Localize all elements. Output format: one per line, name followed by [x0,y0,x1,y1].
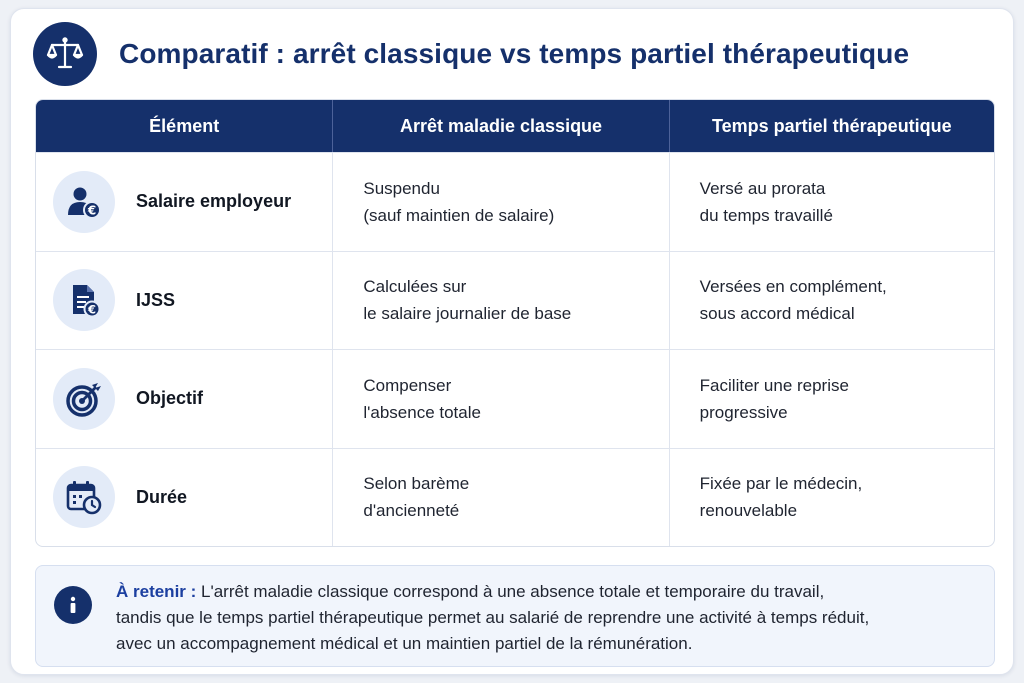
svg-text:€: € [87,302,97,317]
table-header [36,100,994,152]
note-line: avec un accompagnement médical et un maintien partiel de la rémunération. [116,634,693,653]
key-takeaway-text [116,579,986,657]
table-row [36,152,994,251]
classic-cell [333,252,669,350]
tpt-cell [670,350,994,448]
calendar-clock-icon [53,466,115,528]
key-takeaway-box [35,565,995,667]
tpt-cell [670,153,994,251]
cell-line: d'ancienneté [363,501,460,521]
tpt-cell [670,449,994,547]
tpt-cell [670,252,994,350]
target-arrow-icon [53,368,115,430]
cell-line: Selon barème [363,474,470,494]
cell-line: du temps travaillé [699,205,833,225]
cell-line: renouvelable [699,501,798,521]
info-icon [54,586,92,624]
cell-line: Versées en complément, [699,277,887,297]
column-header-element: Élément [36,100,333,152]
table-row [36,448,994,547]
page-title: Comparatif : arrêt classique vs temps partiel thérapeutique [119,38,910,69]
key-takeaway-lead: À retenir : [116,582,197,601]
cell-line: Faciliter une reprise [699,375,849,395]
element-label: Salaire employeur [136,191,292,212]
element-cell [36,350,333,448]
element-label: IJSS [136,289,176,310]
column-header-tpt: Temps partiel thérapeutique [711,115,952,136]
column-header-classic: Arrêt maladie classique [333,100,669,152]
comparison-card [10,8,1014,675]
person-euro-icon [53,171,115,233]
header [33,19,993,89]
cell-line: l'absence totale [363,402,481,422]
cell-line: Compenser [363,375,452,395]
element-cell [36,252,333,350]
element-cell [36,449,333,547]
svg-text:€: € [87,203,97,218]
table-row [36,251,994,350]
cell-line: le salaire journalier de base [363,304,572,324]
cell-line: Suspendu [363,178,440,198]
cell-line: Calculées sur [363,277,467,297]
cell-line: (sauf maintien de salaire) [363,205,555,225]
note-line: tandis que le temps partiel thérapeutique permet au salarié de reprendre une activité à temps réduit, [116,608,870,627]
element-cell [36,153,333,251]
classic-cell [333,350,669,448]
cell-line: sous accord médical [699,304,855,324]
comparison-table [35,99,995,547]
table-row [36,349,994,448]
classic-cell [333,449,669,547]
classic-cell [333,153,669,251]
element-label: Objectif [136,388,204,409]
cell-line: Versé au prorata [699,178,826,198]
note-line: L'arrêt maladie classique correspond à une absence totale et temporaire du travail, [201,582,825,601]
cell-line: progressive [699,402,788,422]
scales-of-justice-icon [33,22,97,86]
element-label: Durée [136,486,188,507]
cell-line: Fixée par le médecin, [699,474,863,494]
document-euro-icon [53,269,115,331]
